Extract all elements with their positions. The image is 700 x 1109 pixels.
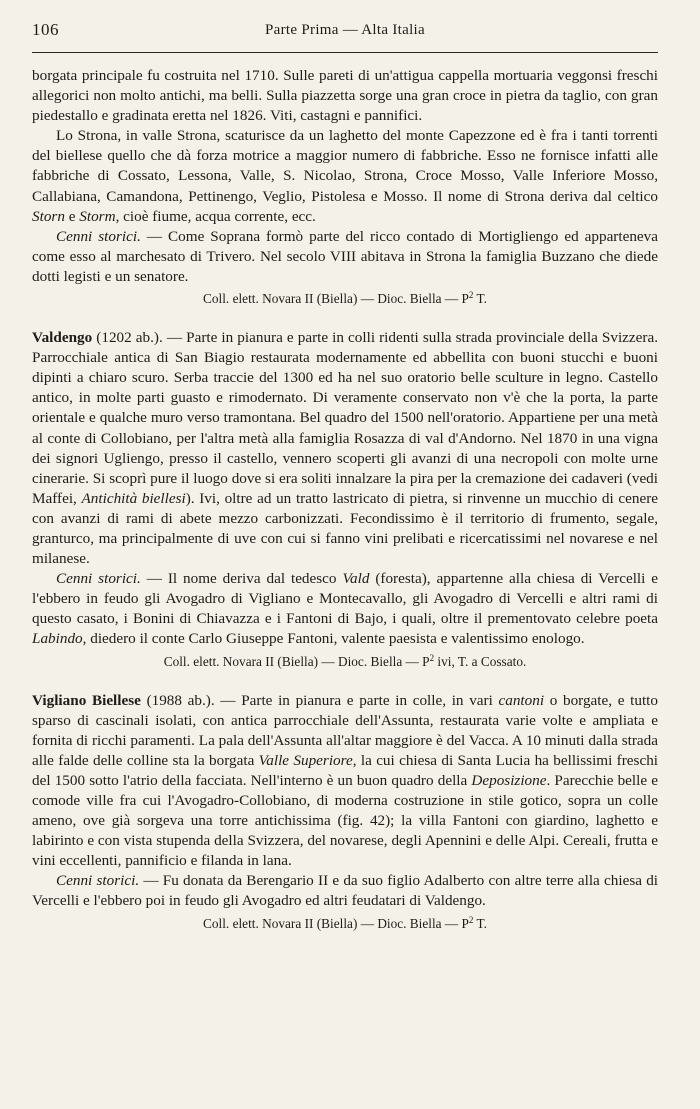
paragraph-cenni-storici: Cenni storici. — Il nome deriva dal tedesco Vald (foresta), appartenne alla chiesa di Vercelli e l'ebbero in feudo gli Avogadro di Vigliano e Montecavallo, gli Avogadro di Vercelli e altri rami di questo casato, i Bonini di Chiavazza e i Fantoni di Bajo, i quali, oltre il prementovato celebre poeta Labindo, diedero il conte Carlo Giuseppe Fantoni, valente paesista e valentissimo enologo. <box>32 570 659 648</box>
paragraph-cenni-storici: Cenni storici. — Come Soprana formò parte del ricco contado di Mortigliengo ed apparteneva come esso al marchesato di Trivero. Nel secolo VIII abitava in Strona la famiglia Buzzano che diede dotti legisti e un senatore. <box>32 227 658 285</box>
header-rule <box>32 52 658 53</box>
reference-line: Coll. elett. Novara II (Biella) — Dioc. Biella — $P^2$ T. <box>203 914 487 931</box>
book-page <box>32 0 659 931</box>
section-gap <box>32 672 658 691</box>
entry-valdengo: Valdengo (1202 ab.). — Parte in pianura e parte in colli ridenti sulla strada provinciale della Svizzera. Parrocchiale antica di San Biagio restaurata modernamente ed abbellita con buoni stucchi e buoni dipinti a chiaro scuro. Serba traccie del 1300 ed ha nel suo oratorio belle sculture in legno. Castello antico, in molte parti guasto e rimodernato. Di veramente conservato non v'è che la porta, la parte orientale e qualche muro verso tramontana. Bel quadro del 1500 nell'oratorio. Appartiene per una metà al conte di Collobiano, per l'altra metà alla famiglia Rosazza di val d'Andorno. Nel 1870 in una vigna dei signori Ugliengo, presso il castello, vennero scoperti gli avanzi di una necropoli con molte urne cinerarie. Si scoprì pure il luogo dove si era soliti innalzare la pira per la cremazione dei cadaveri (vedi Maffei, Antichità biellesi). Ivi, oltre ad un tratto lastricato di pietra, si rinvenne un mucchio di cenere con avanzi di rami di abete mezzo carbonizzati. Fecondissimo è il territorio di frumento, segale, granturco, ma principalmente di uve con cui si fanno vini prelibati e ricercatissimi nel novarese e nel milanese. <box>32 329 659 568</box>
section-gap <box>32 309 658 328</box>
page-number: 106 <box>32 20 59 39</box>
reference-line: Coll. elett. Novara II (Biella) — Dioc. Biella — $P^2$ ivi, T. a Cossato. <box>163 652 527 669</box>
paragraph: borgata principale fu costruita nel 1710. Sulle pareti di un'attigua cappella mortuaria veggonsi freschi allegorici non molto antichi, ma belli. Sulla piazzetta sorge una gran croce in pietra da taglio, con gran piedestallo e gradinata eretta nel 1826. Viti, castagni e pannifici. <box>32 67 658 125</box>
paragraph-cenni-storici: Cenni storici. — Fu donata da Berengario II e da suo figlio Adalberto con altre terre alla chiesa di Vercelli e l'ebbero poi in feudo gli Avogadro ed altri feudatari di Valdengo. <box>32 872 659 910</box>
reference-line: Coll. elett. Novara II (Biella) — Dioc. Biella — $P^2$ T. <box>203 290 487 307</box>
entry-vigliano-biellese: Vigliano Biellese (1988 ab.). — Parte in pianura e parte in colle, in vari cantoni o borgate, e tutto sparso di cascinali isolati, con antica parrocchiale dell'Assunta, restaurata varie volte e ampliata e fornita di ricchi paramenti. La pala dell'Assunta all'altar maggiore è del Vacca. A 10 minuti dalla strada alle falde delle colline sta la borgata Valle Superiore, la cui chiesa di Santa Lucia ha bellissimi freschi del 1500 sotto l'atrio della facciata. Nell'interno è un buon quadro della Deposizione. Parecchie belle e comode ville fra cui l'Avogadro-Collobiano, di moderna costruzione in stile gotico, sopra un colle ameno, ove già sorgeva una torre antichissima (fig. 42); la villa Fantoni con giardino, laghetto e labirinto e con vista stupenda della Svizzera, del novarese, degli Apennini e delle Alpi. Cereali, frutta e vini eccellenti, pannificio e filanda in lana. <box>32 691 659 870</box>
paragraph-strona: Lo Strona, in valle Strona, scaturisce da un laghetto del monte Capezzone ed è fra i tanti torrenti del biellese quello che dà forza motrice a maggior numero di fabbriche. Esso ne fornisce infatti alle fabbriche di Cossato, Lessona, Valle, S. Nicolao, Strona, Croce Mosso, Valle Inferiore Mosso, Callabiana, Camandona, Pettinengo, Veglio, Pistolesa e Mosso. Il nome di Strona deriva dal celtico Storn e Storm, cioè fiume, acqua corrente, ecc. <box>32 127 658 225</box>
page-header <box>32 0 658 52</box>
page-body <box>32 66 658 934</box>
running-title: Parte Prima — Alta Italia <box>265 22 425 38</box>
